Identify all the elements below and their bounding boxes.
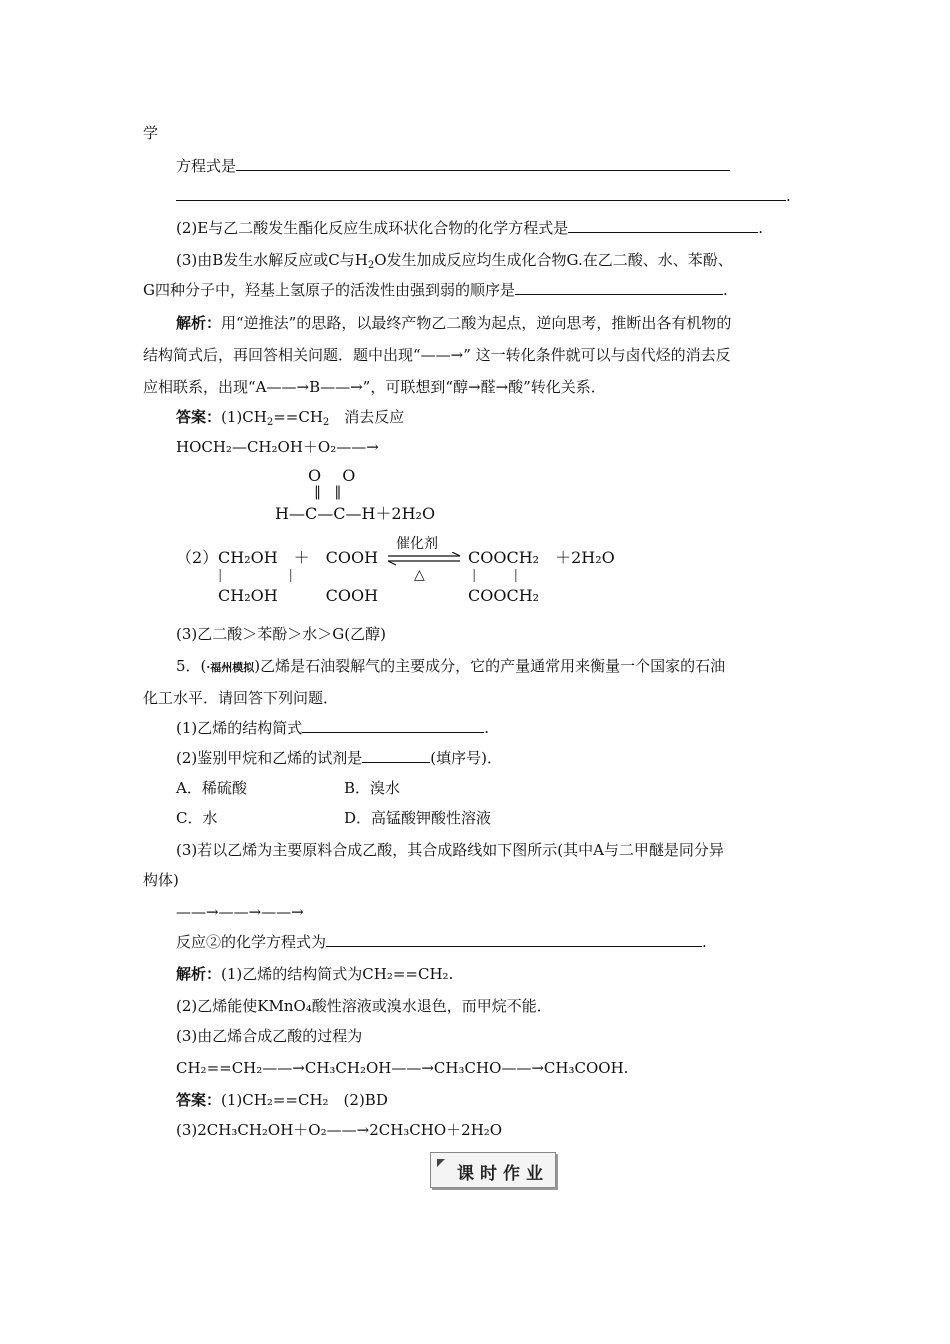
q5-part3-line2: 构体) bbox=[143, 871, 179, 889]
product-row2: COOCH₂ bbox=[468, 586, 540, 605]
answer-blank bbox=[176, 186, 786, 201]
synthesis-route: ——→——→——→ bbox=[176, 903, 304, 921]
prompt-text: 方程式是 bbox=[176, 157, 237, 175]
q4-analysis-line2: 结构简式后，再回答相关问题．题中出现“——→” 这一转化条件就可以与卤代烃的消去反 bbox=[143, 346, 731, 364]
page-fragment: 学 bbox=[143, 124, 159, 142]
answer-label: 答案： bbox=[176, 1091, 222, 1109]
option-c: C．水 bbox=[176, 809, 218, 827]
q5-part3-question: 反应②的化学方程式为 . bbox=[176, 933, 707, 951]
corner-mark-icon bbox=[437, 1159, 445, 1167]
answer-blank bbox=[326, 932, 702, 947]
reactants-row1: CH₂OH ＋ COOH bbox=[218, 548, 379, 567]
q5-answer-1: 答案：(1)CH₂==CH₂ (2)BD bbox=[176, 1091, 388, 1109]
q4-equation-oxidation: HOCH₂—CH₂OH＋O₂——→ bbox=[176, 438, 379, 456]
answer-blank bbox=[362, 748, 430, 763]
answer-blank bbox=[302, 718, 484, 733]
q4-analysis-line3: 应相联系，出现“A——→B——→”，可联想到“醇→醛→酸”转化关系． bbox=[143, 378, 606, 396]
q4-part3-line1: (3)由B发生水解反应或C与$H_2O$发生加成反应均生成化合物G.在乙二酸、水、苯酚、 bbox=[176, 251, 733, 271]
q4-analysis-line1: 解析：用“逆推法”的思路，以最终产物乙二酸为起点，逆向思考，推断出各有机物的 bbox=[176, 314, 732, 332]
q5-analysis-2: (2)乙烯能使KMnO₄酸性溶液或溴水退色，而甲烷不能． bbox=[176, 997, 552, 1015]
option-a: A．稀硫酸 bbox=[176, 779, 247, 797]
equation-prompt bbox=[176, 156, 730, 176]
q5-analysis-3: (3)由乙烯合成乙酸的过程为 bbox=[176, 1027, 363, 1045]
q5-analysis-4: CH₂==CH₂——→CH₃CH₂OH——→CH₃CHO——→CH₃COOH. bbox=[176, 1059, 629, 1077]
glyoxal-oxygens: O O bbox=[308, 466, 356, 485]
q4-part2: (2)E与乙二酸发生酯化反应生成环状化合物的化学方程式是 . bbox=[176, 219, 763, 237]
q5-analysis-1: 解析：(1)乙烯的结构简式为CH₂==CH₂. bbox=[176, 965, 454, 983]
q4-answer-3: (3)乙二酸＞苯酚＞水＞G(乙醇) bbox=[176, 625, 386, 643]
q5-answer-2: (3)2CH₃CH₂OH＋O₂——→2CH₃CHO＋2H₂O bbox=[176, 1121, 503, 1139]
reversible-arrow-icon bbox=[384, 552, 464, 566]
analysis-label: 解析： bbox=[176, 314, 222, 332]
q4-part3-line2: G四种分子中，羟基上氢原子的活泼性由强到弱的顺序是 . bbox=[143, 281, 728, 299]
product-row1: COOCH₂ ＋2H₂O bbox=[468, 548, 615, 567]
heat-symbol: △ bbox=[414, 567, 425, 583]
option-b: B．溴水 bbox=[344, 779, 401, 797]
q5-intro-line2: 化工水平．请回答下列问题． bbox=[143, 689, 339, 707]
reactants-row2: CH₂OH COOH bbox=[218, 586, 379, 605]
option-d: D．高锰酸钾酸性溶液 bbox=[344, 809, 492, 827]
q5-intro-line1: 5．(·福州模拟)乙烯是石油裂解气的主要成分，它的产量通常用来衡量一个国家的石油 bbox=[176, 657, 726, 675]
q5-part1: (1)乙烯的结构简式 . bbox=[176, 719, 490, 737]
q5-part2: (2)鉴别甲烷和乙烯的试剂是 (填序号)． bbox=[176, 749, 502, 767]
bond-marks: | | bbox=[218, 568, 293, 583]
equation-blank-line: . bbox=[176, 186, 791, 206]
answer-blank bbox=[236, 156, 730, 171]
bond-marks: | | bbox=[472, 568, 518, 583]
q4-answer-1: 答案：$(1)CH_2==CH_2$ 消去反应 bbox=[176, 408, 405, 428]
answer-blank bbox=[515, 280, 723, 295]
q5-part3-line1: (3)若以乙烯为主要原料合成乙酸，其合成路线如下图所示(其中A与二甲醚是同分异 bbox=[176, 841, 724, 859]
answer-label: 答案： bbox=[176, 408, 222, 426]
q4-answer-2-label: （2） bbox=[176, 548, 219, 567]
glyoxal-structure: H—C—C—H＋2H₂O bbox=[275, 504, 436, 523]
analysis-label: 解析： bbox=[176, 965, 222, 983]
source-tag: ·福州模拟 bbox=[206, 661, 255, 674]
answer-blank bbox=[568, 218, 758, 233]
homework-section-badge: 课时作业 bbox=[430, 1152, 556, 1188]
catalyst-label: 催化剂 bbox=[396, 536, 438, 552]
double-bond-marks: ‖ ‖ bbox=[314, 484, 342, 500]
